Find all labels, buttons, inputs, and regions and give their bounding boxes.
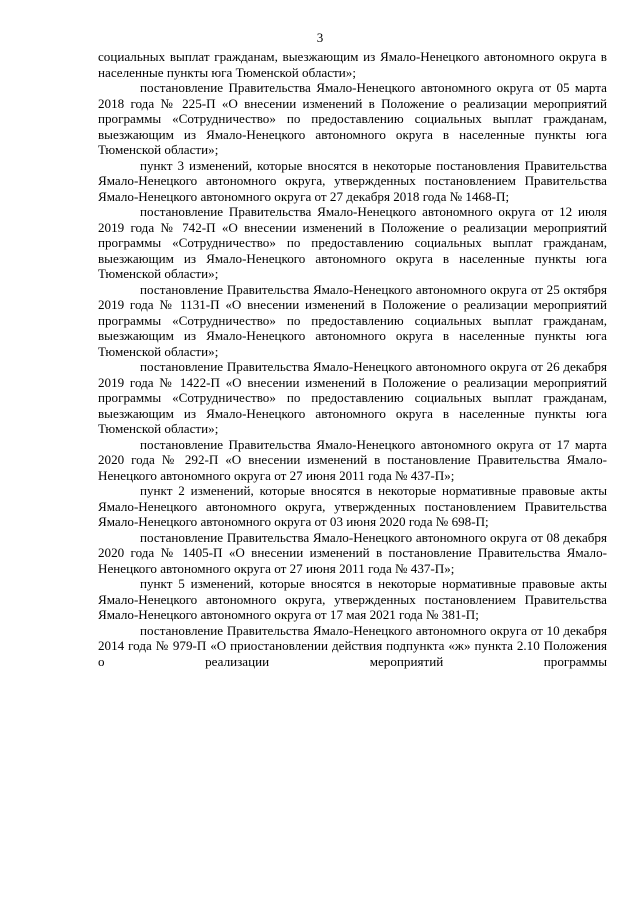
paragraph-resolution-742p: постановление Правительства Ямало-Ненецкого автономного округа от 12 июля 2019 года № 742-П «О внесении изменений в Положение о реализации мероприятий программы «Сотрудничество» по предоставлению социальных выплат гражданам, выезжающим из Ямало-Ненецкого автономного округа в населенные пункты юга Тюменской области»; <box>98 204 607 281</box>
paragraph-resolution-1131p: постановление Правительства Ямало-Ненецкого автономного округа от 25 октября 2019 года № 1131-П «О внесении изменений в Положение о реализации мероприятий программы «Сотрудничество» по предоставлению социальных выплат гражданам, выезжающим из Ямало-Ненецкого автономного округа в населенные пункты юга Тюменской области»; <box>98 281 607 359</box>
paragraph-resolution-1422p: постановление Правительства Ямало-Ненецкого автономного округа от 26 декабря 2019 года № 1422-П «О внесении изменений в Положение о реализации мероприятий программы «Сотрудничество» по предоставлению социальных выплат гражданам, выезжающим из Ямало-Ненецкого автономного округа в населенные пункты юга Тюменской области»; <box>98 359 607 436</box>
document-body <box>98 49 607 669</box>
paragraph-resolution-1405p: постановление Правительства Ямало-Ненецкого автономного округа от 08 декабря 2020 года № 1405-П «О внесении изменений в постановление Правительства Ямало-Ненецкого автономного округа от 27 июня 2011 года № 437-П»; <box>98 529 607 576</box>
paragraph-resolution-225p: постановление Правительства Ямало-Ненецкого автономного округа от 05 марта 2018 года № 225-П «О внесении изменений в Положение о реализации мероприятий программы «Сотрудничество» по предоставлению социальных выплат гражданам, выезжающим из Ямало-Ненецкого автономного округа в населенные пункты юга Тюменской области»; <box>98 80 607 157</box>
page-number: 3 <box>316 30 324 45</box>
paragraph-resolution-292p: постановление Правительства Ямало-Ненецкого автономного округа от 17 марта 2020 года № 292-П «О внесении изменений в постановление Правительства Ямало-Ненецкого автономного округа от 27 июня 2011 года № 437-П»; <box>98 436 607 483</box>
paragraph-continuation: социальных выплат гражданам, выезжающим из Ямало-Ненецкого автономного округа в населенные пункты юга Тюменской области»; <box>98 49 607 80</box>
paragraph-item-3-1468p: пункт 3 изменений, которые вносятся в некоторые постановления Правительства Ямало-Ненецкого автономного округа, утвержденных постановлением Правительства Ямало-Ненецкого автономного округа от 27 декабря 2018 года № 1468-П; <box>98 157 607 204</box>
paragraph-item-2-698p: пункт 2 изменений, которые вносятся в некоторые нормативные правовые акты Ямало-Ненецкого автономного округа, утвержденных постановлением Правительства Ямало-Ненецкого автономного округа от 03 июня 2020 года № 698-П; <box>98 483 607 529</box>
paragraph-item-5-381p: пункт 5 изменений, которые вносятся в некоторые нормативные правовые акты Ямало-Ненецкого автономного округа, утвержденных постановлением Правительства Ямало-Ненецкого автономного округа от 17 мая 2021 года № 381-П; <box>98 576 607 622</box>
paragraph-resolution-979p: постановление Правительства Ямало-Ненецкого автономного округа от 10 декабря 2014 года № 979-П «О приостановлении действия подпункта «ж» пункта 2.10 Положения о реализации мероприятий программы <box>98 622 607 669</box>
